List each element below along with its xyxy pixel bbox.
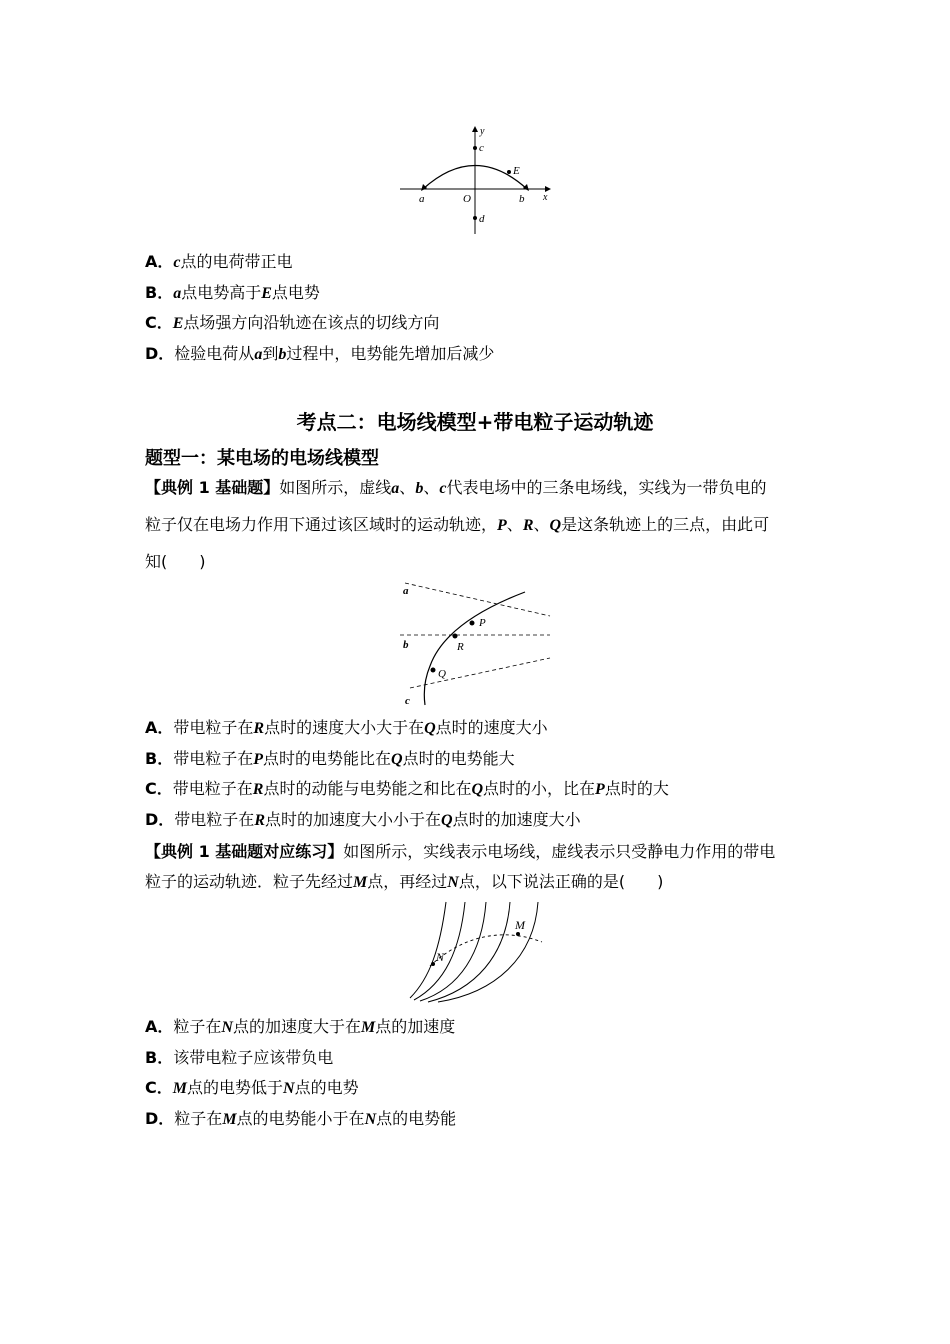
variable-symbol: N <box>283 1080 295 1097</box>
y-axis-arrow <box>472 126 478 132</box>
text-segment: 是这条轨迹上的三点，由此可 <box>561 515 770 534</box>
text-segment: 带电粒子在 <box>173 749 254 768</box>
field-line-5 <box>438 902 538 1002</box>
point-P <box>470 621 475 626</box>
text-segment: 过程中，电势能先增加后减少 <box>286 344 495 363</box>
text-segment: 带电粒子在 <box>173 718 254 737</box>
variable-symbol: b <box>278 346 287 363</box>
variable-symbol: a <box>391 480 400 497</box>
variable-symbol: M <box>172 1080 187 1097</box>
option-letter: D． <box>145 344 175 363</box>
label-b: b <box>519 193 525 205</box>
text-segment: 点时的电势能大 <box>402 749 515 768</box>
text-segment: 、 <box>533 515 550 534</box>
text-segment: 点时的速度大小大于在 <box>264 718 425 737</box>
option-letter: A． <box>145 1017 174 1036</box>
variable-symbol: R <box>253 720 265 737</box>
text-segment: 点时的电势能比在 <box>263 749 392 768</box>
label-c: c <box>479 142 484 154</box>
example2-line1 <box>145 842 810 862</box>
variable-symbol: P <box>253 751 263 768</box>
label-N: N <box>436 950 445 964</box>
text-segment: 点场强方向沿轨迹在该点的切线方向 <box>183 313 440 332</box>
text-segment: 点的电势能 <box>376 1109 457 1128</box>
option-letter: C． <box>145 1078 173 1097</box>
q1-option-d <box>145 344 810 365</box>
example1-line1-text <box>279 478 766 497</box>
text-segment: 带电粒子在 <box>172 779 253 798</box>
variable-symbol: N <box>447 874 459 891</box>
example2-line1-text: 如图所示，实线表示电场线，虚线表示只受静电力作用的带电 <box>343 842 776 861</box>
label-c: c <box>405 695 410 707</box>
text-segment: 点时的速度大小 <box>435 718 548 737</box>
text-segment: 点的电势 <box>294 1078 359 1097</box>
text-segment: 检验电荷从 <box>174 344 255 363</box>
variable-symbol: M <box>353 874 368 891</box>
text-segment: 点的加速度大于在 <box>232 1017 361 1036</box>
text-segment: 如图所示，虚线 <box>279 478 392 497</box>
label-P: P <box>479 617 486 629</box>
example1-line3: 知( ) <box>145 552 206 571</box>
label-a: a <box>419 193 425 205</box>
label-Q: Q <box>438 668 446 680</box>
text-segment: 点的加速度 <box>375 1017 456 1036</box>
text-segment: 带电粒子在 <box>174 810 255 829</box>
figure-field-lines <box>395 578 555 708</box>
option-letter: D． <box>145 1109 175 1128</box>
arrow-right-end <box>523 184 529 191</box>
example1-line2 <box>145 515 810 536</box>
label-b: b <box>403 639 409 651</box>
particle-trajectory <box>424 592 525 705</box>
q2-option-c <box>145 779 810 800</box>
point-d <box>473 216 477 220</box>
figure-curved-field <box>400 898 550 1003</box>
label-E: E <box>513 165 520 177</box>
variable-symbol: Q <box>471 781 484 798</box>
label-x: x <box>543 192 548 203</box>
label-R: R <box>457 641 464 653</box>
text-segment: 点的电势低于 <box>186 1078 283 1097</box>
point-c <box>473 146 477 150</box>
variable-symbol: R <box>254 812 265 829</box>
q1-option-a <box>145 252 810 273</box>
text-segment: 粒子在 <box>173 1017 222 1036</box>
text-segment: 点的电势能小于在 <box>236 1109 365 1128</box>
label-M: M <box>515 918 525 932</box>
variable-symbol: b <box>415 480 424 497</box>
option-letter: B． <box>145 283 174 302</box>
text-segment: 、 <box>399 478 416 497</box>
q3-option-d <box>145 1109 810 1130</box>
option-letter: B． <box>145 1048 174 1067</box>
field-line-a <box>405 583 550 616</box>
point-N <box>431 962 435 966</box>
text-segment: 代表电场中的三条电场线，实线为一带负电的 <box>446 478 767 497</box>
example1-tag: 【典例 1 基础题】 <box>145 478 280 497</box>
text-segment: 点时的加速度大小 <box>452 810 581 829</box>
variable-symbol: R <box>522 517 534 534</box>
trajectory-dashed <box>430 935 542 966</box>
section-title: 考点二：电场线模型+带电粒子运动轨迹 <box>296 410 654 434</box>
variable-symbol: R <box>252 781 264 798</box>
text-segment: 粒子的运动轨迹．粒子先经过 <box>145 872 354 891</box>
label-a: a <box>403 585 409 597</box>
q1-option-c <box>145 313 810 334</box>
variable-symbol: Q <box>549 517 562 534</box>
example1-line1 <box>145 478 810 499</box>
point-E <box>507 170 511 174</box>
text-segment: 点时的大 <box>604 779 669 798</box>
q3-option-a <box>145 1017 810 1038</box>
text-segment: 、 <box>423 478 440 497</box>
text-segment: 粒子仅在电场力作用下通过该区域时的运动轨迹， <box>145 515 498 534</box>
variable-symbol: c <box>439 480 447 497</box>
option-letter: A． <box>145 252 174 271</box>
option-letter: C． <box>145 313 173 332</box>
text-segment: 粒子在 <box>174 1109 223 1128</box>
field-line-3 <box>420 902 486 1001</box>
label-d: d <box>479 213 485 225</box>
text-segment: 点时的加速度大小小于在 <box>264 810 441 829</box>
text-segment: 点，以下说法正确的是( ) <box>458 872 664 891</box>
variable-symbol: P <box>595 781 605 798</box>
text-segment: 点电势高于 <box>181 283 262 302</box>
variable-symbol: Q <box>441 812 453 829</box>
label-O: O <box>463 193 471 205</box>
text-segment: 点，再经过 <box>367 872 448 891</box>
arrow-left-end <box>421 184 427 191</box>
option-letter: A． <box>145 718 174 737</box>
point-R <box>453 634 458 639</box>
text-segment: 点电势 <box>271 283 320 302</box>
variable-symbol: c <box>173 254 181 271</box>
option-letter: B． <box>145 749 174 768</box>
point-M <box>516 932 520 936</box>
variable-symbol: P <box>497 517 507 534</box>
subheading: 题型一：某电场的电场线模型 <box>145 448 379 469</box>
variable-symbol: N <box>364 1111 377 1128</box>
variable-symbol: E <box>172 315 184 332</box>
q2-option-a <box>145 718 810 739</box>
variable-symbol: a <box>254 346 263 363</box>
q2-option-b <box>145 749 810 770</box>
variable-symbol: M <box>360 1019 376 1036</box>
text-segment: 该带电粒子应该带负电 <box>173 1048 334 1067</box>
point-Q <box>431 668 436 673</box>
q3-option-b <box>145 1048 810 1068</box>
option-letter: D． <box>145 810 175 829</box>
text-segment: 到 <box>262 344 279 363</box>
example2-line2 <box>145 872 810 893</box>
variable-symbol: M <box>222 1111 237 1128</box>
q3-option-c <box>145 1078 810 1099</box>
example2-tag: 【典例 1 基础题对应练习】 <box>145 842 344 861</box>
variable-symbol: Q <box>391 751 403 768</box>
option-letter: C． <box>145 779 173 798</box>
text-segment: 点的电荷带正电 <box>180 252 293 271</box>
text-segment: 点时的小，比在 <box>483 779 596 798</box>
q1-option-b <box>145 283 810 304</box>
variable-symbol: Q <box>424 720 436 737</box>
text-segment: 、 <box>506 515 523 534</box>
q2-option-d <box>145 810 810 831</box>
text-segment: 点时的动能与电势能之和比在 <box>263 779 472 798</box>
figure-coordinate-arc <box>395 122 555 237</box>
variable-symbol: a <box>173 285 182 302</box>
label-y: y <box>480 126 485 137</box>
variable-symbol: N <box>221 1019 233 1036</box>
variable-symbol: E <box>261 285 272 302</box>
